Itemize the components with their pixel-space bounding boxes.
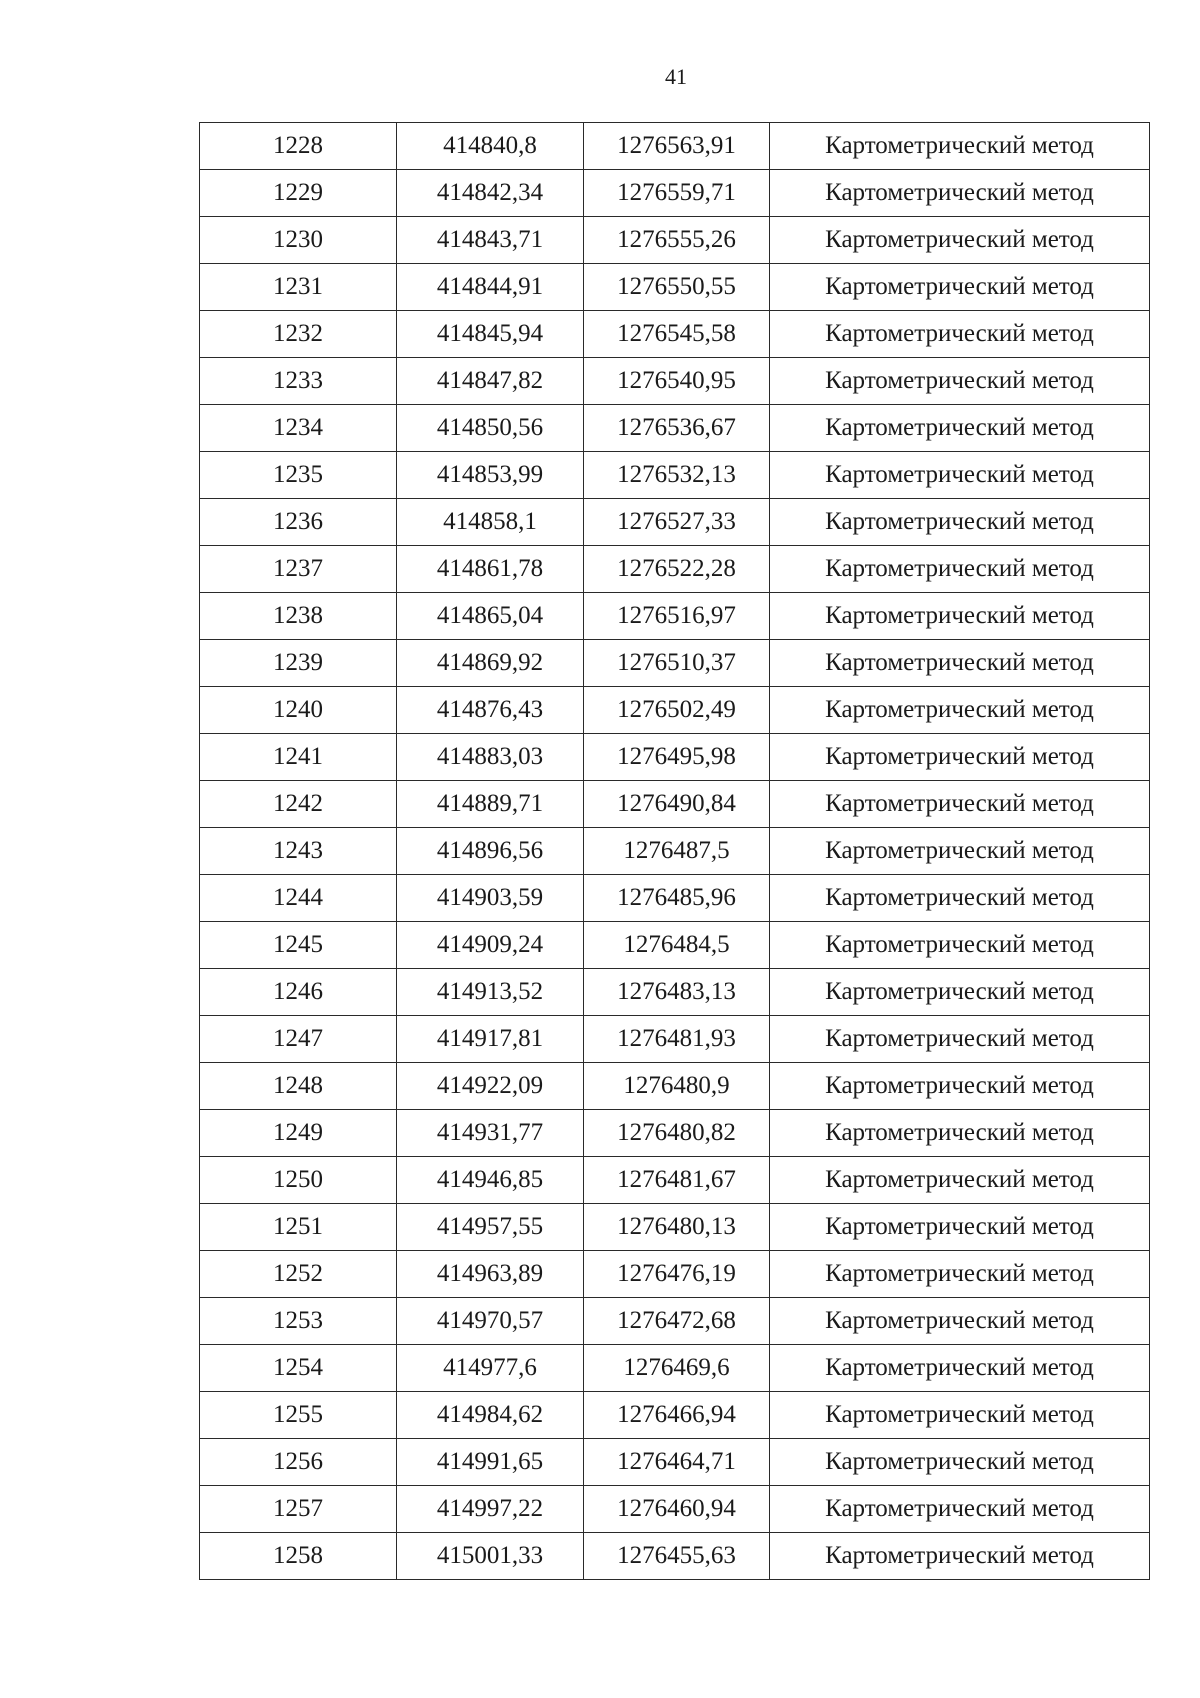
point-number-cell: 1255: [200, 1392, 397, 1439]
y-coordinate-cell: 1276480,13: [584, 1204, 770, 1251]
x-coordinate-cell: 414977,6: [397, 1345, 584, 1392]
point-number-cell: 1254: [200, 1345, 397, 1392]
x-coordinate-cell: 414853,99: [397, 452, 584, 499]
table-row: [200, 922, 1150, 969]
x-coordinate-cell: 414876,43: [397, 687, 584, 734]
table-row: [200, 546, 1150, 593]
method-cell: Картометрический метод: [770, 170, 1150, 217]
table-body: [200, 123, 1150, 1580]
method-cell: Картометрический метод: [770, 499, 1150, 546]
method-cell: Картометрический метод: [770, 405, 1150, 452]
x-coordinate-cell: 415001,33: [397, 1533, 584, 1580]
x-coordinate-cell: 414946,85: [397, 1157, 584, 1204]
x-coordinate-cell: 414913,52: [397, 969, 584, 1016]
x-coordinate-cell: 414970,57: [397, 1298, 584, 1345]
point-number-cell: 1246: [200, 969, 397, 1016]
x-coordinate-cell: 414869,92: [397, 640, 584, 687]
method-cell: Картометрический метод: [770, 781, 1150, 828]
y-coordinate-cell: 1276555,26: [584, 217, 770, 264]
x-coordinate-cell: 414896,56: [397, 828, 584, 875]
method-cell: Картометрический метод: [770, 1298, 1150, 1345]
y-coordinate-cell: 1276466,94: [584, 1392, 770, 1439]
table-row: [200, 358, 1150, 405]
method-cell: Картометрический метод: [770, 922, 1150, 969]
table-row: [200, 1392, 1150, 1439]
y-coordinate-cell: 1276522,28: [584, 546, 770, 593]
x-coordinate-cell: 414847,82: [397, 358, 584, 405]
y-coordinate-cell: 1276545,58: [584, 311, 770, 358]
method-cell: Картометрический метод: [770, 311, 1150, 358]
method-cell: Картометрический метод: [770, 1439, 1150, 1486]
table-row: [200, 1016, 1150, 1063]
y-coordinate-cell: 1276481,93: [584, 1016, 770, 1063]
table-row: [200, 1345, 1150, 1392]
method-cell: Картометрический метод: [770, 593, 1150, 640]
y-coordinate-cell: 1276472,68: [584, 1298, 770, 1345]
point-number-cell: 1237: [200, 546, 397, 593]
x-coordinate-cell: 414843,71: [397, 217, 584, 264]
table-row: [200, 499, 1150, 546]
y-coordinate-cell: 1276532,13: [584, 452, 770, 499]
x-coordinate-cell: 414991,65: [397, 1439, 584, 1486]
point-number-cell: 1229: [200, 170, 397, 217]
method-cell: Картометрический метод: [770, 452, 1150, 499]
table-row: [200, 264, 1150, 311]
table-row: [200, 1533, 1150, 1580]
x-coordinate-cell: 414984,62: [397, 1392, 584, 1439]
point-number-cell: 1244: [200, 875, 397, 922]
method-cell: Картометрический метод: [770, 1204, 1150, 1251]
y-coordinate-cell: 1276455,63: [584, 1533, 770, 1580]
x-coordinate-cell: 414909,24: [397, 922, 584, 969]
method-cell: Картометрический метод: [770, 1533, 1150, 1580]
y-coordinate-cell: 1276480,9: [584, 1063, 770, 1110]
point-number-cell: 1239: [200, 640, 397, 687]
point-number-cell: 1236: [200, 499, 397, 546]
y-coordinate-cell: 1276527,33: [584, 499, 770, 546]
method-cell: Картометрический метод: [770, 734, 1150, 781]
method-cell: Картометрический метод: [770, 1251, 1150, 1298]
x-coordinate-cell: 414861,78: [397, 546, 584, 593]
y-coordinate-cell: 1276481,67: [584, 1157, 770, 1204]
x-coordinate-cell: 414842,34: [397, 170, 584, 217]
table-row: [200, 170, 1150, 217]
y-coordinate-cell: 1276464,71: [584, 1439, 770, 1486]
method-cell: Картометрический метод: [770, 1157, 1150, 1204]
point-number-cell: 1248: [200, 1063, 397, 1110]
point-number-cell: 1245: [200, 922, 397, 969]
point-number-cell: 1242: [200, 781, 397, 828]
x-coordinate-cell: 414865,04: [397, 593, 584, 640]
x-coordinate-cell: 414858,1: [397, 499, 584, 546]
table-row: [200, 1439, 1150, 1486]
page-number: 41: [665, 64, 687, 89]
point-number-cell: 1232: [200, 311, 397, 358]
table-row: [200, 781, 1150, 828]
y-coordinate-cell: 1276484,5: [584, 922, 770, 969]
y-coordinate-cell: 1276487,5: [584, 828, 770, 875]
table-row: [200, 875, 1150, 922]
method-cell: Картометрический метод: [770, 1063, 1150, 1110]
method-cell: Картометрический метод: [770, 217, 1150, 264]
method-cell: Картометрический метод: [770, 828, 1150, 875]
point-number-cell: 1257: [200, 1486, 397, 1533]
point-number-cell: 1241: [200, 734, 397, 781]
x-coordinate-cell: 414931,77: [397, 1110, 584, 1157]
point-number-cell: 1258: [200, 1533, 397, 1580]
table-row: [200, 1110, 1150, 1157]
point-number-cell: 1247: [200, 1016, 397, 1063]
x-coordinate-cell: 414997,22: [397, 1486, 584, 1533]
y-coordinate-cell: 1276469,6: [584, 1345, 770, 1392]
x-coordinate-cell: 414844,91: [397, 264, 584, 311]
method-cell: Картометрический метод: [770, 358, 1150, 405]
x-coordinate-cell: 414903,59: [397, 875, 584, 922]
table-row: [200, 1298, 1150, 1345]
table-row: [200, 123, 1150, 170]
point-number-cell: 1240: [200, 687, 397, 734]
table-row: [200, 1486, 1150, 1533]
point-number-cell: 1235: [200, 452, 397, 499]
y-coordinate-cell: 1276485,96: [584, 875, 770, 922]
point-number-cell: 1252: [200, 1251, 397, 1298]
table-row: [200, 640, 1150, 687]
x-coordinate-cell: 414917,81: [397, 1016, 584, 1063]
method-cell: Картометрический метод: [770, 969, 1150, 1016]
x-coordinate-cell: 414957,55: [397, 1204, 584, 1251]
table-row: [200, 687, 1150, 734]
y-coordinate-cell: 1276559,71: [584, 170, 770, 217]
point-number-cell: 1256: [200, 1439, 397, 1486]
method-cell: Картометрический метод: [770, 546, 1150, 593]
point-number-cell: 1230: [200, 217, 397, 264]
method-cell: Картометрический метод: [770, 687, 1150, 734]
point-number-cell: 1249: [200, 1110, 397, 1157]
table-row: [200, 734, 1150, 781]
method-cell: Картометрический метод: [770, 264, 1150, 311]
method-cell: Картометрический метод: [770, 1486, 1150, 1533]
y-coordinate-cell: 1276536,67: [584, 405, 770, 452]
table-row: [200, 1251, 1150, 1298]
y-coordinate-cell: 1276480,82: [584, 1110, 770, 1157]
x-coordinate-cell: 414963,89: [397, 1251, 584, 1298]
point-number-cell: 1243: [200, 828, 397, 875]
coordinates-table: [199, 122, 1150, 1580]
y-coordinate-cell: 1276550,55: [584, 264, 770, 311]
table-row: [200, 969, 1150, 1016]
table-row: [200, 217, 1150, 264]
point-number-cell: 1228: [200, 123, 397, 170]
y-coordinate-cell: 1276490,84: [584, 781, 770, 828]
point-number-cell: 1234: [200, 405, 397, 452]
y-coordinate-cell: 1276502,49: [584, 687, 770, 734]
point-number-cell: 1251: [200, 1204, 397, 1251]
method-cell: Картометрический метод: [770, 1392, 1150, 1439]
method-cell: Картометрический метод: [770, 875, 1150, 922]
point-number-cell: 1231: [200, 264, 397, 311]
x-coordinate-cell: 414883,03: [397, 734, 584, 781]
table-row: [200, 452, 1150, 499]
y-coordinate-cell: 1276540,95: [584, 358, 770, 405]
table-row: [200, 828, 1150, 875]
point-number-cell: 1238: [200, 593, 397, 640]
point-number-cell: 1253: [200, 1298, 397, 1345]
table-row: [200, 311, 1150, 358]
y-coordinate-cell: 1276563,91: [584, 123, 770, 170]
y-coordinate-cell: 1276476,19: [584, 1251, 770, 1298]
x-coordinate-cell: 414922,09: [397, 1063, 584, 1110]
y-coordinate-cell: 1276460,94: [584, 1486, 770, 1533]
point-number-cell: 1233: [200, 358, 397, 405]
y-coordinate-cell: 1276516,97: [584, 593, 770, 640]
method-cell: Картометрический метод: [770, 640, 1150, 687]
table-row: [200, 1157, 1150, 1204]
method-cell: Картометрический метод: [770, 1345, 1150, 1392]
table-row: [200, 1063, 1150, 1110]
method-cell: Картометрический метод: [770, 1110, 1150, 1157]
y-coordinate-cell: 1276495,98: [584, 734, 770, 781]
y-coordinate-cell: 1276483,13: [584, 969, 770, 1016]
y-coordinate-cell: 1276510,37: [584, 640, 770, 687]
x-coordinate-cell: 414850,56: [397, 405, 584, 452]
x-coordinate-cell: 414845,94: [397, 311, 584, 358]
x-coordinate-cell: 414889,71: [397, 781, 584, 828]
point-number-cell: 1250: [200, 1157, 397, 1204]
method-cell: Картометрический метод: [770, 123, 1150, 170]
x-coordinate-cell: 414840,8: [397, 123, 584, 170]
method-cell: Картометрический метод: [770, 1016, 1150, 1063]
table-row: [200, 1204, 1150, 1251]
table-row: [200, 405, 1150, 452]
table-row: [200, 593, 1150, 640]
